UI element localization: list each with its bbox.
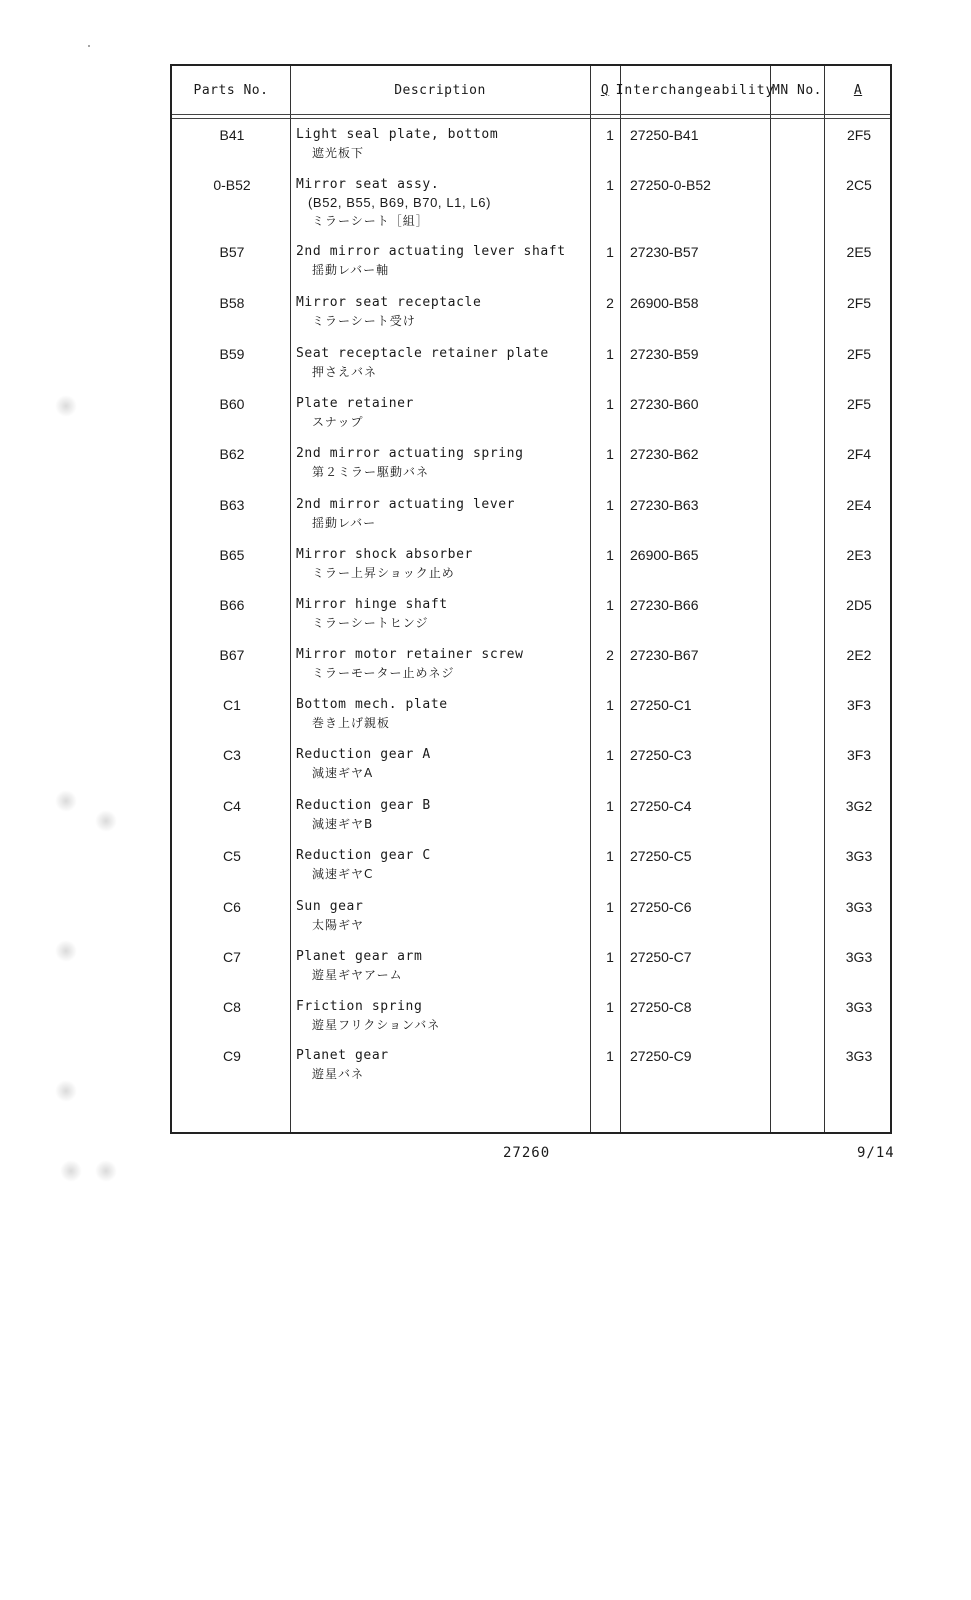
interchangeability-number: 27250-C6 bbox=[630, 899, 692, 915]
location-code: 2F5 bbox=[846, 396, 872, 412]
part-description bbox=[296, 345, 592, 381]
location-code: 3G3 bbox=[845, 949, 873, 965]
location-code: 2E2 bbox=[846, 647, 872, 663]
table-row bbox=[172, 646, 894, 698]
part-number: C4 bbox=[223, 798, 241, 814]
quantity: 1 bbox=[606, 346, 614, 362]
part-number: C9 bbox=[223, 1048, 241, 1064]
quantity: 1 bbox=[606, 697, 614, 713]
scan-smudge bbox=[55, 1080, 77, 1102]
interchangeability-number: 27250-C1 bbox=[630, 697, 692, 713]
description-english: Reduction gear C bbox=[296, 848, 431, 863]
description-japanese: 減速ギヤC bbox=[312, 867, 374, 881]
table-row bbox=[172, 746, 894, 798]
part-number: C3 bbox=[223, 747, 241, 763]
interchangeability-number: 27250-C5 bbox=[630, 848, 692, 864]
quantity: 1 bbox=[606, 848, 614, 864]
table-row bbox=[172, 395, 894, 447]
interchangeability-number: 27250-B41 bbox=[630, 127, 699, 143]
part-description bbox=[296, 948, 592, 984]
location-code: 2F5 bbox=[846, 127, 872, 143]
table-row bbox=[172, 1047, 894, 1099]
header-parts-no: Parts No. bbox=[193, 82, 269, 98]
table-row bbox=[172, 294, 894, 346]
description-english: 2nd mirror actuating spring bbox=[296, 446, 524, 461]
part-description bbox=[296, 294, 592, 330]
description-english: Light seal plate, bottom bbox=[296, 127, 499, 142]
scan-smudge bbox=[60, 1160, 82, 1182]
interchangeability-number: 27230-B63 bbox=[630, 497, 699, 513]
description-japanese: 揺動レバー軸 bbox=[312, 263, 390, 277]
location-code: 3G3 bbox=[845, 999, 873, 1015]
part-description bbox=[296, 176, 592, 230]
part-number: C7 bbox=[223, 949, 241, 965]
part-number: B59 bbox=[219, 346, 245, 362]
part-description bbox=[296, 797, 592, 833]
quantity: 1 bbox=[606, 999, 614, 1015]
part-description bbox=[296, 126, 592, 162]
location-code: 2E3 bbox=[846, 547, 872, 563]
description-english: Reduction gear A bbox=[296, 747, 431, 762]
part-description bbox=[296, 496, 592, 532]
description-japanese: 揺動レバー bbox=[312, 516, 377, 530]
part-number: C6 bbox=[223, 899, 241, 915]
table-row bbox=[172, 998, 894, 1050]
part-description bbox=[296, 1047, 592, 1083]
part-description bbox=[296, 445, 592, 481]
quantity: 1 bbox=[606, 949, 614, 965]
description-english: Planet gear bbox=[296, 1048, 389, 1063]
part-description bbox=[296, 847, 592, 883]
part-number: B63 bbox=[219, 497, 245, 513]
interchangeability-number: 27250-C3 bbox=[630, 747, 692, 763]
description-english: Sun gear bbox=[296, 899, 364, 914]
part-number: B65 bbox=[219, 547, 245, 563]
quantity: 1 bbox=[606, 597, 614, 613]
description-english: Friction spring bbox=[296, 999, 423, 1014]
part-description bbox=[296, 395, 592, 431]
quantity: 1 bbox=[606, 1048, 614, 1064]
description-japanese: 太陽ギヤ bbox=[312, 918, 365, 932]
interchangeability-number: 27230-B66 bbox=[630, 597, 699, 613]
header-interchangeability: Interchangeability bbox=[615, 82, 775, 98]
quantity: 2 bbox=[606, 647, 614, 663]
description-japanese: 巻き上げ親板 bbox=[312, 716, 391, 730]
location-code: 2C5 bbox=[846, 177, 872, 193]
part-number: 0-B52 bbox=[213, 177, 251, 193]
quantity: 1 bbox=[606, 899, 614, 915]
interchangeability-number: 27230-B57 bbox=[630, 244, 699, 260]
document-number: 27260 bbox=[503, 1145, 551, 1161]
location-code: 3F3 bbox=[846, 697, 872, 713]
interchangeability-number: 27230-B67 bbox=[630, 647, 699, 663]
description-japanese: 遊星バネ bbox=[312, 1067, 365, 1081]
table-row bbox=[172, 596, 894, 648]
quantity: 1 bbox=[606, 396, 614, 412]
table-row bbox=[172, 797, 894, 849]
description-english: Plate retainer bbox=[296, 396, 414, 411]
table-row bbox=[172, 546, 894, 598]
description-english: Mirror shock absorber bbox=[296, 547, 473, 562]
part-description bbox=[296, 746, 592, 782]
interchangeability-number: 26900-B65 bbox=[630, 547, 699, 563]
interchangeability-number: 27250-C7 bbox=[630, 949, 692, 965]
part-number: B66 bbox=[219, 597, 245, 613]
table-row bbox=[172, 898, 894, 950]
part-description bbox=[296, 646, 592, 682]
part-number: B60 bbox=[219, 396, 245, 412]
interchangeability-number: 27250-C9 bbox=[630, 1048, 692, 1064]
description-english: Bottom mech. plate bbox=[296, 697, 448, 712]
description-english: Mirror seat receptacle bbox=[296, 295, 482, 310]
header-q: Q bbox=[600, 82, 610, 98]
interchangeability-number: 27250-C8 bbox=[630, 999, 692, 1015]
part-description bbox=[296, 596, 592, 632]
interchangeability-number: 27250-C4 bbox=[630, 798, 692, 814]
table-row bbox=[172, 243, 894, 295]
quantity: 1 bbox=[606, 547, 614, 563]
scan-smudge bbox=[55, 395, 77, 417]
table-row bbox=[172, 176, 894, 228]
description-japanese: 押さえバネ bbox=[312, 365, 378, 379]
table-row bbox=[172, 126, 894, 178]
table-row bbox=[172, 948, 894, 1000]
description-japanese: ミラーシートヒンジ bbox=[312, 616, 429, 630]
quantity: 1 bbox=[606, 497, 614, 513]
description-japanese: 減速ギヤB bbox=[312, 817, 374, 831]
header-description: Description bbox=[394, 82, 486, 98]
part-number: C5 bbox=[223, 848, 241, 864]
location-code: 3G2 bbox=[845, 798, 873, 814]
location-code: 2D5 bbox=[846, 597, 872, 613]
description-japanese: 減速ギヤA bbox=[312, 766, 374, 780]
description-japanese: ミラーモーター止めネジ bbox=[312, 666, 455, 680]
quantity: 1 bbox=[606, 446, 614, 462]
description-english: Mirror seat assy. bbox=[296, 177, 440, 192]
part-description bbox=[296, 998, 592, 1034]
description-japanese: 遊星フリクションバネ bbox=[312, 1018, 441, 1032]
scan-speck bbox=[88, 45, 90, 47]
description-japanese: ミラーシート受け bbox=[312, 314, 416, 328]
description-english: Mirror motor retainer screw bbox=[296, 647, 524, 662]
location-code: 3F3 bbox=[846, 747, 872, 763]
part-description bbox=[296, 696, 592, 732]
part-number: B41 bbox=[219, 127, 245, 143]
header-a: A bbox=[853, 82, 863, 98]
table-row bbox=[172, 696, 894, 748]
location-code: 3G3 bbox=[845, 848, 873, 864]
part-number: B67 bbox=[219, 647, 245, 663]
part-description bbox=[296, 898, 592, 934]
part-description bbox=[296, 243, 592, 279]
quantity: 1 bbox=[606, 244, 614, 260]
interchangeability-number: 27250-0-B52 bbox=[630, 177, 711, 193]
page-number: 9/14 bbox=[857, 1145, 895, 1161]
location-code: 2F5 bbox=[846, 295, 872, 311]
part-number: C8 bbox=[223, 999, 241, 1015]
table-row bbox=[172, 445, 894, 497]
part-number: B57 bbox=[219, 244, 245, 260]
description-japanese: 第２ミラー駆動バネ bbox=[312, 465, 430, 479]
description-subassembly: (B52, B55, B69, B70, L1, L6) bbox=[308, 195, 492, 210]
description-japanese: 遊星ギヤアーム bbox=[312, 968, 403, 982]
location-code: 2E4 bbox=[846, 497, 872, 513]
table-row bbox=[172, 847, 894, 899]
description-english: Planet gear arm bbox=[296, 949, 423, 964]
scan-smudge bbox=[95, 1160, 117, 1182]
part-number: C1 bbox=[223, 697, 241, 713]
location-code: 2E5 bbox=[846, 244, 872, 260]
quantity: 1 bbox=[606, 747, 614, 763]
quantity: 1 bbox=[606, 177, 614, 193]
part-number: B58 bbox=[219, 295, 245, 311]
quantity: 1 bbox=[606, 127, 614, 143]
scan-smudge bbox=[55, 940, 77, 962]
quantity: 2 bbox=[606, 295, 614, 311]
interchangeability-number: 27230-B60 bbox=[630, 396, 699, 412]
description-english: Mirror hinge shaft bbox=[296, 597, 448, 612]
location-code: 2F5 bbox=[846, 346, 872, 362]
description-english: 2nd mirror actuating lever bbox=[296, 497, 516, 512]
interchangeability-number: 27230-B62 bbox=[630, 446, 699, 462]
interchangeability-number: 27230-B59 bbox=[630, 346, 699, 362]
description-japanese: ミラーシート［組］ bbox=[312, 214, 429, 228]
description-english: 2nd mirror actuating lever shaft bbox=[296, 244, 566, 259]
part-number: B62 bbox=[219, 446, 245, 462]
description-japanese: ミラー上昇ショック止め bbox=[312, 566, 455, 580]
table-row bbox=[172, 345, 894, 397]
location-code: 3G3 bbox=[845, 899, 873, 915]
location-code: 2F4 bbox=[846, 446, 872, 462]
quantity: 1 bbox=[606, 798, 614, 814]
description-english: Seat receptacle retainer plate bbox=[296, 346, 549, 361]
description-japanese: 遮光板下 bbox=[312, 146, 365, 160]
scan-smudge bbox=[55, 790, 77, 812]
table-row bbox=[172, 496, 894, 548]
header-rule bbox=[172, 114, 890, 119]
parts-list-table bbox=[170, 64, 892, 1134]
header-mn-no: MN No. bbox=[772, 82, 822, 98]
interchangeability-number: 26900-B58 bbox=[630, 295, 699, 311]
description-japanese: スナップ bbox=[312, 415, 364, 429]
scan-smudge bbox=[95, 810, 117, 832]
location-code: 3G3 bbox=[845, 1048, 873, 1064]
description-english: Reduction gear B bbox=[296, 798, 431, 813]
part-description bbox=[296, 546, 592, 582]
